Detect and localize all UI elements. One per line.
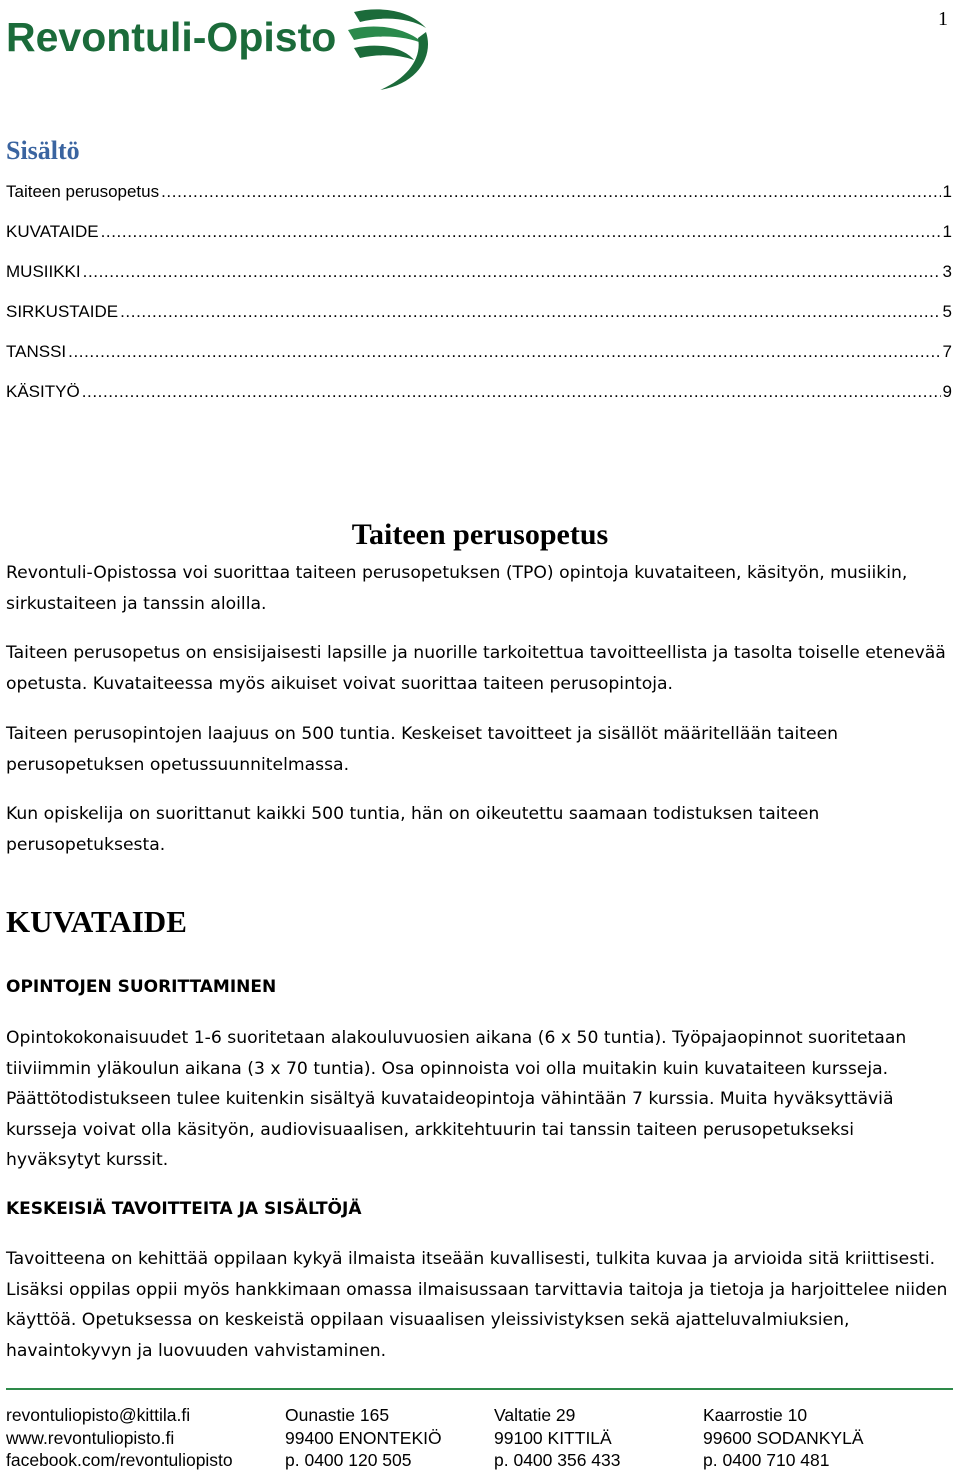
section-heading-taiteen-perusopetus: Taiteen perusopetus xyxy=(351,518,609,551)
toc-entry-page: 1 xyxy=(942,222,952,241)
subheading-keskeisia-tavoitteita: KESKEISIÄ TAVOITTEITA JA SISÄLTÖJÄ xyxy=(6,1199,362,1219)
toc-entry-page: 5 xyxy=(942,302,952,321)
footer-office-enontekio xyxy=(285,1404,442,1472)
footer-office-kittila xyxy=(494,1404,621,1472)
footer-address: Ounastie 165 xyxy=(285,1405,390,1425)
toc-entry-label: KÄSITYÖ xyxy=(6,382,80,401)
toc-entry[interactable] xyxy=(6,372,952,412)
toc-leader-dots xyxy=(68,342,940,362)
footer-postal: 99400 ENONTEKIÖ xyxy=(285,1427,442,1448)
toc-entry-page: 9 xyxy=(942,382,952,401)
toc-leader-dots xyxy=(120,302,940,322)
paragraph-target-group: Taiteen perusopetus on ensisijaisesti lapsille ja nuorille tarkoitettua tavoitteellista ja tasolta toiselle etenevää opetusta. Kuvataiteessa myös aikuiset voivat suorittaa taiteen perusopintoja. xyxy=(6,643,946,694)
footer-divider xyxy=(6,1388,953,1390)
toc-entry-label: KUVATAIDE xyxy=(6,222,99,241)
logo-wordmark: Revontuli-Opisto xyxy=(6,14,337,60)
footer-phone: p. 0400 120 505 xyxy=(285,1450,412,1471)
toc-leader-dots xyxy=(83,262,941,282)
footer-address: Kaarrostie 10 xyxy=(703,1405,808,1425)
paragraph-certificate: Kun opiskelija on suorittanut kaikki 500 tuntia, hän on oikeutettu saamaan todistuksen taiteen perusopetuksesta. xyxy=(6,804,820,855)
toc-leader-dots xyxy=(161,182,940,202)
aurora-swoosh-icon xyxy=(340,4,432,92)
footer-phone: p. 0400 356 433 xyxy=(494,1450,621,1471)
toc-leader-dots xyxy=(101,222,941,242)
footer-postal: 99600 SODANKYLÄ xyxy=(703,1427,864,1448)
footer-facebook[interactable]: facebook.com/revontuliopisto xyxy=(6,1450,233,1471)
toc-entry[interactable] xyxy=(6,292,952,332)
paragraph-study-completion: Opintokokonaisuudet 1-6 suoritetaan alakouluvuosien aikana (6 x 50 tuntia). Työpajaopinnot suoritetaan tiiviimmin yläkoulun aikana (3 x 70 tuntia). Osa opinnoista voi olla muitakin kuin kuvataiteen kursseja. Päättötodistukseen tulee kuitenkin sisältyä kuvataideopintoja vähintään 7 kurssia. Muita hyväksyttäviä kursseja voivat olla käsityön, audiovisuaalisen, arkkitehtuurin tai tanssin taiteen perusopetukseksi hyväksytyt kurssit. xyxy=(6,1028,907,1170)
paragraph-intro: Revontuli-Opistossa voi suorittaa taiteen perusopetuksen (TPO) opintoja kuvataiteen, käsityön, musiikin, sirkustaiteen ja tanssin aloilla. xyxy=(6,563,908,614)
toc-entry-label: Taiteen perusopetus xyxy=(6,182,160,201)
toc-entry-page: 1 xyxy=(942,182,952,201)
toc-entry-label: TANSSI xyxy=(6,342,67,361)
table-of-contents xyxy=(6,172,952,412)
section-heading-kuvataide: KUVATAIDE xyxy=(6,904,187,939)
toc-entry-label: SIRKUSTAIDE xyxy=(6,302,119,321)
footer-phone: p. 0400 710 481 xyxy=(703,1450,830,1471)
toc-entry[interactable] xyxy=(6,172,952,212)
toc-entry-page: 7 xyxy=(942,342,952,361)
paragraph-goals: Tavoitteena on kehittää oppilaan kykyä ilmaista itseään kuvallisesti, tulkita kuvaa ja arvioida sitä kriittisesti. Lisäksi oppilas oppii myös hankkimaan omassa ilmaisussaan tarvittavia taitoja ja tietoja ja harjoittelee niiden käyttöä. Opetuksessa on keskeistä oppilaan visuaalisen yleissivistyksen sekä ajatteluvalmiuksien, havaintokyvyn ja luovuuden vahvistaminen. xyxy=(6,1249,948,1361)
toc-title: Sisältö xyxy=(6,136,80,165)
revontuli-opisto-logo xyxy=(6,4,430,92)
toc-entry[interactable] xyxy=(6,212,952,252)
footer-postal: 99100 KITTILÄ xyxy=(494,1427,612,1448)
toc-entry[interactable] xyxy=(6,332,952,372)
toc-leader-dots xyxy=(82,382,941,402)
footer-address: Valtatie 29 xyxy=(494,1405,576,1425)
toc-entry-page: 3 xyxy=(942,262,952,281)
footer-email[interactable]: revontuliopisto@kittila.fi xyxy=(6,1405,191,1425)
subheading-opintojen-suorittaminen: OPINTOJEN SUORITTAMINEN xyxy=(6,977,277,997)
paragraph-scope: Taiteen perusopintojen laajuus on 500 tuntia. Keskeiset tavoitteet ja sisällöt määritellään taiteen perusopetuksen opetussuunnitelmassa. xyxy=(6,724,839,775)
footer-office-sodankyla xyxy=(703,1404,864,1472)
footer-website[interactable]: www.revontuliopisto.fi xyxy=(6,1427,175,1448)
toc-entry-label: MUSIIKKI xyxy=(6,262,81,281)
footer-contact-online xyxy=(6,1404,233,1472)
page-number: 1 xyxy=(938,8,948,30)
toc-entry[interactable] xyxy=(6,252,952,292)
